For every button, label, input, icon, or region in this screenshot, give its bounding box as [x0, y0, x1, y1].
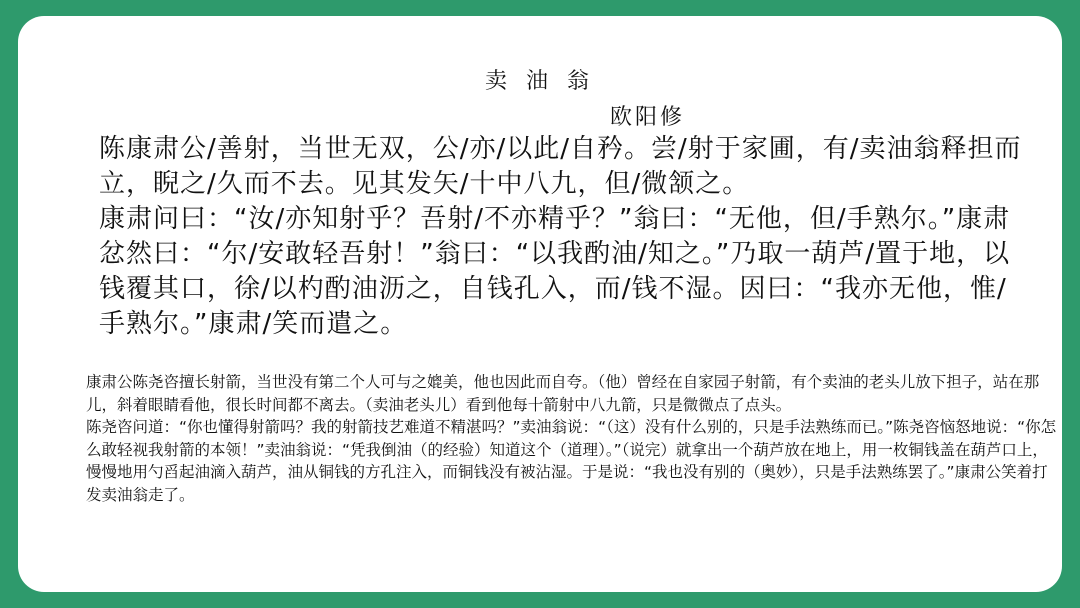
translation-paragraph-2: 陈尧咨问道：“你也懂得射箭吗？我的射箭技艺难道不精湛吗？”卖油翁说：“（这）没有什么别的，只是手法熟练而已。”陈尧咨恼怒地说：“你怎么敢轻视我射箭的本领！”卖油翁说：“凭我倒油（的经验）知道这个（道理）。”（说完）就拿出一个葫芦放在地上，用一枚铜钱盖在葫芦口上，慢慢地用勺舀起油滴入葫芦，油从铜钱的方孔注入，而铜钱没有被沾湿。于是说：“我也没有别的（奥妙），只是手法熟练罢了。”康肃公笑着打发卖油翁走了。: [86, 418, 1057, 504]
classical-paragraph-1: 陈康肃公/善射，当世无双，公/亦/以此/自矜。尝/射于家圃，有/卖油翁释担而立，睨之/久而不去。见其发矢/十中八九，但/微颔之。: [99, 134, 1022, 199]
classical-text: [52, 132, 1032, 342]
page-title: 卖 油 翁: [485, 69, 595, 94]
translation-paragraph-1: 康肃公陈尧咨擅长射箭，当世没有第二个人可与之媲美，他也因此而自夸。（他）曾经在自家园子射箭，有个卖油的老头儿放下担子，站在那儿，斜着眼睛看他，很长时间都不离去。（卖油老头儿）看到他每十箭射中八九箭，只是微微点了点头。: [86, 373, 1040, 414]
author-name: 欧阳修: [610, 105, 686, 130]
classical-paragraph-2: 康肃问曰：“汝/亦知射乎？吾射/不亦精乎？”翁曰：“无他，但/手熟尔。”康肃忿然曰：“尔/安敢轻吾射！”翁曰：“以我酌油/知之。”乃取一葫芦/置于地，以钱覆其口，徐/以杓酌油沥之，自钱孔入，而/钱不湿。因曰：“我亦无他，惟/手熟尔。”康肃/笑而遣之。: [99, 204, 1011, 339]
translation-text: [62, 371, 1062, 506]
